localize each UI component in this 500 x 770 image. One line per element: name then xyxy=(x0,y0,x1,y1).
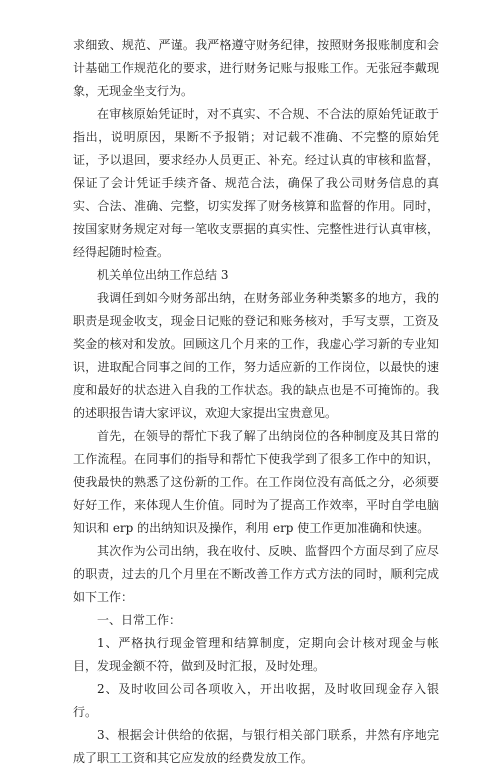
paragraph-2: 在审核原始凭证时，对不真实、不合规、不合法的原始凭证敢于指出，说明原因，果断不予报销；对记载不准确、不完整的原始凭证，予以退回，要求经办人员更正、补充。经过认真的审核和监督，保证了会计凭证手续齐备、规范合法，确保了我公司财务信息的真实、合法、准确、完整，切实发挥了财务核算和监督的作用。同时，按国家财务规定对每一笔收支票据的真实性、完整性进行认真审核，经得起随时检查。 xyxy=(73,107,439,259)
paragraph-5: 其次作为公司出纳，我在收付、反映、监督四个方面尽到了应尽的职责，过去的几个月里在不断改善工作方式方法的同时，顺利完成如下工作： xyxy=(73,544,439,604)
section-heading: 机关单位出纳工作总结 3 xyxy=(97,268,229,282)
list-item-1: 1、严格执行现金管理和结算制度，定期向会计核对现金与帐目，发现金额不符，做到及时汇报，及时处理。 xyxy=(73,636,439,673)
list-item-2: 2、及时收回公司各项收入，开出收据，及时收回现金存入银行。 xyxy=(73,682,439,719)
paragraph-4: 首先，在领导的帮忙下我了解了出纳岗位的各种制度及其日常的工作流程。在同事们的指导和帮忙下使我学到了很多工作中的知识，使我最快的熟悉了这份新的工作。在工作岗位没有高低之分，必须要好好工作，来体现人生价值。同时为了提高工作效率，平时自学电脑知识和 erp 的出纳知识及操作，利用 erp 使工作更加准确和快速。 xyxy=(73,429,439,535)
paragraph-3: 我调任到如今财务部出纳，在财务部业务种类繁多的地方，我的职责是现金收支，现金日记账的登记和账务核对，手写支票，工资及奖金的核对和发放。回顾这几个月来的工作，我虚心学习新的专业知识，进取配合同事之间的工作，努力适应新的工作岗位，以最快的速度和最好的状态进入自我的工作状态。我的缺点也是不可掩饰的。我的述职报告请大家评议，欢迎大家提出宝贵意见。 xyxy=(73,291,439,420)
paragraph-1: 求细致、规范、严谨。我严格遵守财务纪律，按照财务报账制度和会计基础工作规范化的要求，进行财务记账与报账工作。无张冠李戴现象，无现金坐支行为。 xyxy=(73,38,439,98)
list-heading-daily-work: 一、日常工作： xyxy=(97,613,182,627)
document-body xyxy=(73,34,439,770)
list-item-3: 3、根据会计供给的依据，与银行相关部门联系，井然有序地完成了职工工资和其它应发放的经费发放工作。 xyxy=(73,728,439,765)
